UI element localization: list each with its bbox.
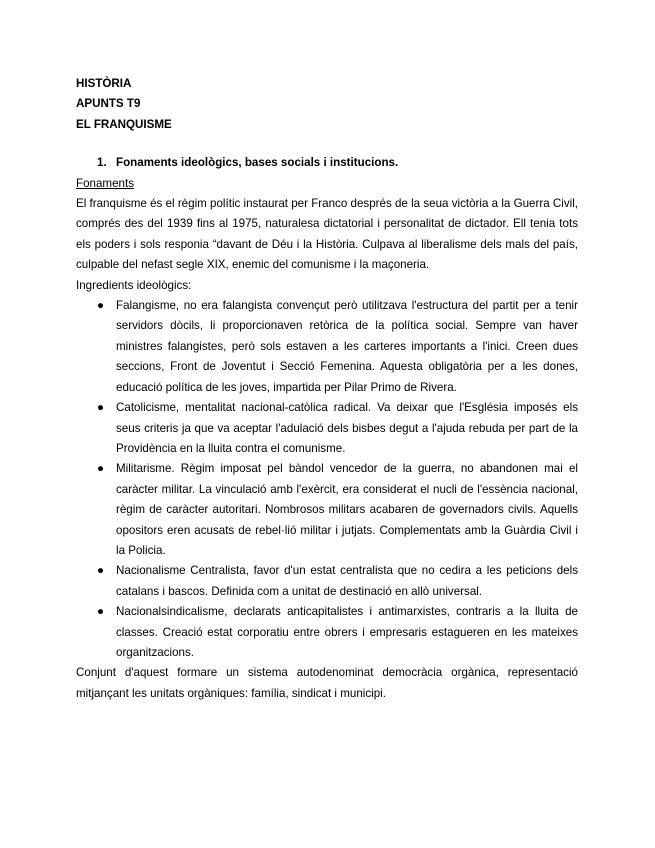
bullet-icon: ● (97, 462, 105, 476)
subject-heading: HISTÒRIA (76, 77, 132, 90)
bullet-icon: ● (97, 299, 105, 313)
section-1-title (76, 153, 578, 173)
ingredients-label: Ingredients ideològics: (76, 278, 192, 292)
ingredients-list (76, 296, 578, 663)
list-item-text: Militarisme. Règim imposat pel bàndol vencedor de la guerra, no abandonen mai el caràcter militar. La vinculació amb l'exèrcit, era considerat el nucli de l'essència nacional, règim de caràcter autoritari. Nombrosos militars acabaren de governadors civils. Aquells opositors eren acusats de rebel·lió militar i jutjats. Complementats amb la Guàrdia Civil i la Policia. (116, 462, 578, 557)
list-item (76, 296, 578, 398)
document-page (76, 74, 578, 704)
intro-paragraph: El franquisme és el règim polític instaurat per Franco després de la seua victòria a la Guerra Civil, comprés des del 1939 fins al 1975, naturalesa dictatorial i personalitat de dictador. Ell tenia tots els poders i sols responia “davant de Déu i la Història. Culpava al liberalisme dels mals del país, culpable del nefast segle XIX, enemic del comunisme i la maçoneria. (76, 197, 578, 272)
bullet-icon: ● (97, 401, 105, 415)
list-item (76, 398, 578, 459)
closing-paragraph: Conjunt d'aquest formare un sistema autodenominat democràcia orgànica, representació mitjançant les unitats orgàniques: família, sindicat i municipi. (76, 666, 578, 700)
bullet-icon: ● (97, 605, 105, 619)
list-item-text: Falangisme, no era falangista convençut però utilitzava l'estructura del partit per a tenir servidors dòcils, li proporcionaven retòrica de la política social. Sempre van haver ministres falangistes, però sols estaven a les carteres importants a l'inici. Creen dues seccions, Front de Joventut i Secció Femenina. Aquesta obligatòria per a les dones, educació política de les joves, impartida per Pilar Primo de Rivera. (116, 299, 578, 394)
list-item-text: Nacionalsindicalisme, declarats anticapitalistes i antimarxistes, contraris a la lluita de classes. Creació estat corporatiu entre obrers i empresaris estagueren en les mateixes organitzacions. (116, 605, 578, 659)
list-item-text: Nacionalisme Centralista, favor d'un estat centralista que no cedira a les peticions dels catalans i bascos. Definida com a unitat de destinació en allò universal. (116, 564, 578, 598)
section-1-number: 1. (97, 156, 107, 170)
bullet-icon: ● (97, 564, 105, 578)
section-1-text: Fonaments ideològics, bases socials i institucions. (116, 156, 399, 170)
list-item-text: Catolicisme, mentalitat nacional-catòlica radical. Va deixar que l'Església imposés els seus criteris ja que va aceptar l'adulació dels bisbes degut a l'ajuda rebuda per part de la Providència en la lluita contra el comunisme. (116, 401, 578, 455)
list-item (76, 602, 578, 663)
topic-heading: EL FRANQUISME (76, 117, 172, 131)
list-item (76, 561, 578, 602)
list-item (76, 459, 578, 561)
notes-heading: APUNTS T9 (76, 97, 141, 111)
subheading-fonaments: Fonaments (76, 176, 134, 190)
